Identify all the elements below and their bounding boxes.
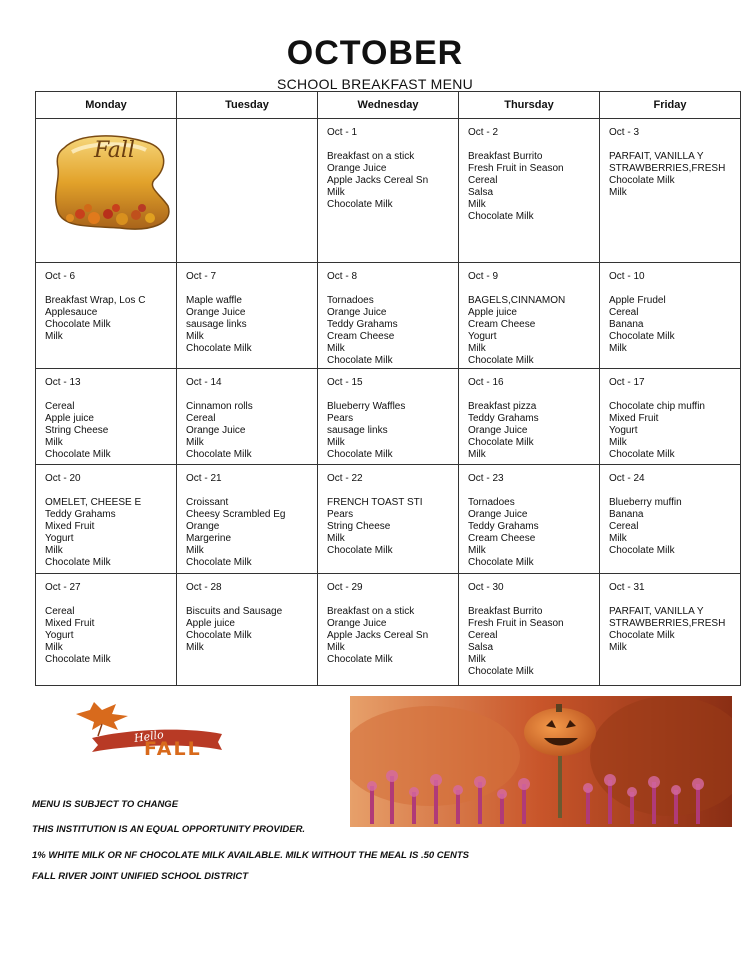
day-header-thursday: Thursday xyxy=(459,92,600,119)
menu-item: Teddy Grahams xyxy=(468,521,539,532)
menu-item: Chocolate Milk xyxy=(186,343,252,354)
cell-date: Oct - 29 xyxy=(327,582,363,593)
cell-date: Oct - 17 xyxy=(609,377,645,388)
menu-item: Cereal xyxy=(468,175,498,186)
menu-item: Milk xyxy=(609,642,627,653)
day-cell-monday xyxy=(36,465,177,574)
cell-date: Oct - 16 xyxy=(468,377,504,388)
menu-item: Orange Juice xyxy=(327,163,387,174)
menu-item: Chocolate Milk xyxy=(468,557,534,568)
menu-item: Milk xyxy=(468,545,486,556)
menu-item: Milk xyxy=(186,331,204,342)
menu-item: Chocolate Milk xyxy=(609,545,675,556)
menu-item: Chocolate Milk xyxy=(468,437,534,448)
menu-item: Yogurt xyxy=(468,331,497,342)
day-cell-thursday xyxy=(459,369,600,465)
menu-item: Cream Cheese xyxy=(468,533,536,544)
menu-item: Milk xyxy=(609,533,627,544)
fall-text: FALL xyxy=(144,738,202,760)
maple-leaf-icon xyxy=(76,702,128,736)
menu-item: Chocolate Milk xyxy=(468,211,534,222)
menu-item: Chocolate Milk xyxy=(327,654,393,665)
menu-item: STRAWBERRIES,FRESH xyxy=(609,618,726,629)
menu-item: Yogurt xyxy=(45,630,74,641)
day-header-monday: Monday xyxy=(36,92,177,119)
menu-item: String Cheese xyxy=(327,521,391,532)
menu-item: Milk xyxy=(45,545,63,556)
menu-item: Milk xyxy=(45,437,63,448)
day-cell-friday xyxy=(600,465,741,574)
menu-item: Apple Frudel xyxy=(609,295,666,306)
footer-note-equal-opportunity: THIS INSTITUTION IS AN EQUAL OPPORTUNITY PROVIDER. xyxy=(32,824,306,835)
menu-item: Mixed Fruit xyxy=(45,618,95,629)
menu-item: Pears xyxy=(327,509,354,520)
menu-item: Chocolate Milk xyxy=(327,199,393,210)
menu-item: Tornadoes xyxy=(468,497,515,508)
menu-item: Teddy Grahams xyxy=(468,413,539,424)
day-cell-tuesday xyxy=(177,263,318,369)
menu-item: BAGELS,CINNAMON xyxy=(468,295,566,306)
cell-date: Oct - 8 xyxy=(327,271,358,282)
day-header-row xyxy=(36,92,741,119)
menu-item: Apple juice xyxy=(45,413,94,424)
cell-date: Oct - 23 xyxy=(468,473,504,484)
week-row xyxy=(36,465,741,574)
menu-item: Mixed Fruit xyxy=(45,521,95,532)
menu-item: Chocolate Milk xyxy=(327,355,393,366)
menu-item: Orange Juice xyxy=(468,425,528,436)
day-cell-friday xyxy=(600,574,741,686)
menu-item: Chocolate Milk xyxy=(186,630,252,641)
day-cell-thursday xyxy=(459,119,600,263)
menu-item: Orange Juice xyxy=(186,307,246,318)
menu-item: Chocolate Milk xyxy=(45,654,111,665)
day-cell-thursday xyxy=(459,574,600,686)
menu-item: Apple juice xyxy=(468,307,517,318)
menu-item: Applesauce xyxy=(45,307,98,318)
cell-date: Oct - 15 xyxy=(327,377,363,388)
cell-date: Oct - 10 xyxy=(609,271,645,282)
menu-item: Chocolate Milk xyxy=(468,666,534,677)
menu-item: Blueberry Waffles xyxy=(327,401,406,412)
menu-item: Banana xyxy=(609,319,644,330)
day-cell-thursday xyxy=(459,263,600,369)
menu-item: Milk xyxy=(609,343,627,354)
menu-item: Milk xyxy=(327,437,345,448)
pumpkin-photo xyxy=(350,696,732,827)
day-cell-friday xyxy=(600,263,741,369)
cell-date: Oct - 28 xyxy=(186,582,222,593)
menu-item: sausage links xyxy=(186,319,247,330)
day-header-friday: Friday xyxy=(600,92,741,119)
day-header-tuesday: Tuesday xyxy=(177,92,318,119)
menu-item: Milk xyxy=(609,437,627,448)
menu-item: FRENCH TOAST STI xyxy=(327,497,423,508)
menu-item: Breakfast pizza xyxy=(468,401,537,412)
menu-item: Cereal xyxy=(609,521,639,532)
week-row xyxy=(36,263,741,369)
menu-item: Margerine xyxy=(186,533,232,544)
week-row xyxy=(36,369,741,465)
menu-item: Cereal xyxy=(186,413,216,424)
menu-item: Croissant xyxy=(186,497,229,508)
menu-item: Teddy Grahams xyxy=(327,319,398,330)
day-cell-wednesday xyxy=(318,119,459,263)
menu-item: Milk xyxy=(327,533,345,544)
cell-date: Oct - 7 xyxy=(186,271,217,282)
menu-item: String Cheese xyxy=(45,425,109,436)
menu-item: Apple juice xyxy=(186,618,235,629)
menu-item: Chocolate chip muffin xyxy=(609,401,705,412)
menu-item: sausage links xyxy=(327,425,388,436)
day-cell-monday xyxy=(36,574,177,686)
cell-date: Oct - 31 xyxy=(609,582,645,593)
menu-item: Milk xyxy=(186,642,204,653)
menu-item: Chocolate Milk xyxy=(45,449,111,460)
menu-item: Fresh Fruit in Season xyxy=(468,618,564,629)
menu-item: Chocolate Milk xyxy=(609,449,675,460)
menu-item: Breakfast Burrito xyxy=(468,606,543,617)
menu-item: Orange Juice xyxy=(327,307,387,318)
menu-item: Breakfast Burrito xyxy=(468,151,543,162)
menu-item: Cinnamon rolls xyxy=(186,401,253,412)
cell-date: Oct - 27 xyxy=(45,582,81,593)
day-cell-tuesday xyxy=(177,119,318,263)
menu-item: Biscuits and Sausage xyxy=(186,606,283,617)
menu-item: Milk xyxy=(468,343,486,354)
menu-item: Maple waffle xyxy=(186,295,242,306)
menu-item: Mixed Fruit xyxy=(609,413,659,424)
cell-date: Oct - 13 xyxy=(45,377,81,388)
menu-item: Breakfast on a stick xyxy=(327,606,415,617)
menu-item: Milk xyxy=(468,199,486,210)
menu-item: Cereal xyxy=(609,307,639,318)
menu-item: Breakfast on a stick xyxy=(327,151,415,162)
menu-item: Milk xyxy=(609,187,627,198)
menu-item: Cereal xyxy=(45,401,75,412)
cell-date: Oct - 24 xyxy=(609,473,645,484)
cell-date: Oct - 21 xyxy=(186,473,222,484)
menu-item: Teddy Grahams xyxy=(45,509,116,520)
menu-item: Milk xyxy=(327,642,345,653)
cell-date: Oct - 14 xyxy=(186,377,222,388)
menu-item: Yogurt xyxy=(609,425,638,436)
menu-item: Chocolate Milk xyxy=(45,557,111,568)
menu-item: Apple Jacks Cereal Sn xyxy=(327,630,429,641)
menu-item: Breakfast Wrap, Los C xyxy=(45,295,146,306)
day-cell-wednesday xyxy=(318,465,459,574)
menu-item: Cheesy Scrambled Eg xyxy=(186,509,286,520)
footer-note-district: FALL RIVER JOINT UNIFIED SCHOOL DISTRICT xyxy=(32,871,249,882)
fall-badge-text: Fall xyxy=(94,138,135,163)
day-cell-friday xyxy=(600,119,741,263)
cell-date: Oct - 9 xyxy=(468,271,499,282)
menu-item: Chocolate Milk xyxy=(468,355,534,366)
cell-date: Oct - 1 xyxy=(327,127,358,138)
menu-item: Milk xyxy=(186,545,204,556)
menu-item: Cream Cheese xyxy=(327,331,395,342)
day-cell-wednesday xyxy=(318,263,459,369)
cell-date: Oct - 30 xyxy=(468,582,504,593)
menu-item: Salsa xyxy=(468,187,494,198)
menu-item: OMELET, CHEESE E xyxy=(45,497,142,508)
day-cell-thursday xyxy=(459,465,600,574)
hello-text: Hello xyxy=(133,727,165,746)
menu-item: Yogurt xyxy=(45,533,74,544)
menu-item: Chocolate Milk xyxy=(609,175,675,186)
menu-item: Chocolate Milk xyxy=(609,630,675,641)
menu-item: Milk xyxy=(468,449,486,460)
menu-item: Chocolate Milk xyxy=(609,331,675,342)
menu-item: Milk xyxy=(45,331,63,342)
menu-item: STRAWBERRIES,FRESH xyxy=(609,163,726,174)
menu-item: Orange Juice xyxy=(327,618,387,629)
menu-item: Orange Juice xyxy=(186,425,246,436)
cell-date: Oct - 2 xyxy=(468,127,499,138)
day-cell-tuesday xyxy=(177,574,318,686)
menu-item: Milk xyxy=(327,187,345,198)
menu-item: Pears xyxy=(327,413,354,424)
menu-item: Chocolate Milk xyxy=(327,545,393,556)
cell-date: Oct - 22 xyxy=(327,473,363,484)
menu-item: PARFAIT, VANILLA Y xyxy=(609,606,704,617)
menu-item: Banana xyxy=(609,509,644,520)
day-header-wednesday: Wednesday xyxy=(318,92,459,119)
day-cell-monday xyxy=(36,369,177,465)
menu-item: Chocolate Milk xyxy=(327,449,393,460)
menu-item: Cereal xyxy=(468,630,498,641)
menu-item: Apple Jacks Cereal Sn xyxy=(327,175,429,186)
day-cell-wednesday xyxy=(318,369,459,465)
day-cell-friday xyxy=(600,369,741,465)
fall-badge-image xyxy=(50,128,175,238)
cell-date: Oct - 6 xyxy=(45,271,76,282)
week-row xyxy=(36,574,741,686)
day-cell-tuesday xyxy=(177,465,318,574)
menu-item: Chocolate Milk xyxy=(186,557,252,568)
menu-item: Orange xyxy=(186,521,220,532)
page-subtitle: SCHOOL BREAKFAST MENU xyxy=(276,76,474,92)
day-cell-monday xyxy=(36,263,177,369)
menu-item: Chocolate Milk xyxy=(186,449,252,460)
footer-note-change: MENU IS SUBJECT TO CHANGE xyxy=(32,799,179,810)
menu-item: Cream Cheese xyxy=(468,319,536,330)
menu-item: PARFAIT, VANILLA Y xyxy=(609,151,704,162)
menu-item: Blueberry muffin xyxy=(609,497,682,508)
menu-item: Milk xyxy=(186,437,204,448)
menu-item: Milk xyxy=(45,642,63,653)
menu-item: Salsa xyxy=(468,642,494,653)
hello-fall-graphic xyxy=(72,700,257,762)
menu-item: Cereal xyxy=(45,606,75,617)
menu-item: Milk xyxy=(468,654,486,665)
day-cell-wednesday xyxy=(318,574,459,686)
page-title: OCTOBER xyxy=(286,34,464,72)
menu-item: Tornadoes xyxy=(327,295,374,306)
cell-date: Oct - 20 xyxy=(45,473,81,484)
cell-date: Oct - 3 xyxy=(609,127,640,138)
menu-item: Chocolate Milk xyxy=(45,319,111,330)
menu-item: Fresh Fruit in Season xyxy=(468,163,564,174)
menu-item: Milk xyxy=(327,343,345,354)
menu-item: Orange Juice xyxy=(468,509,528,520)
day-cell-tuesday xyxy=(177,369,318,465)
footer-note-milk: 1% WHITE MILK OR NF CHOCOLATE MILK AVAILABLE. MILK WITHOUT THE MEAL IS .50 CENTS xyxy=(32,850,469,861)
